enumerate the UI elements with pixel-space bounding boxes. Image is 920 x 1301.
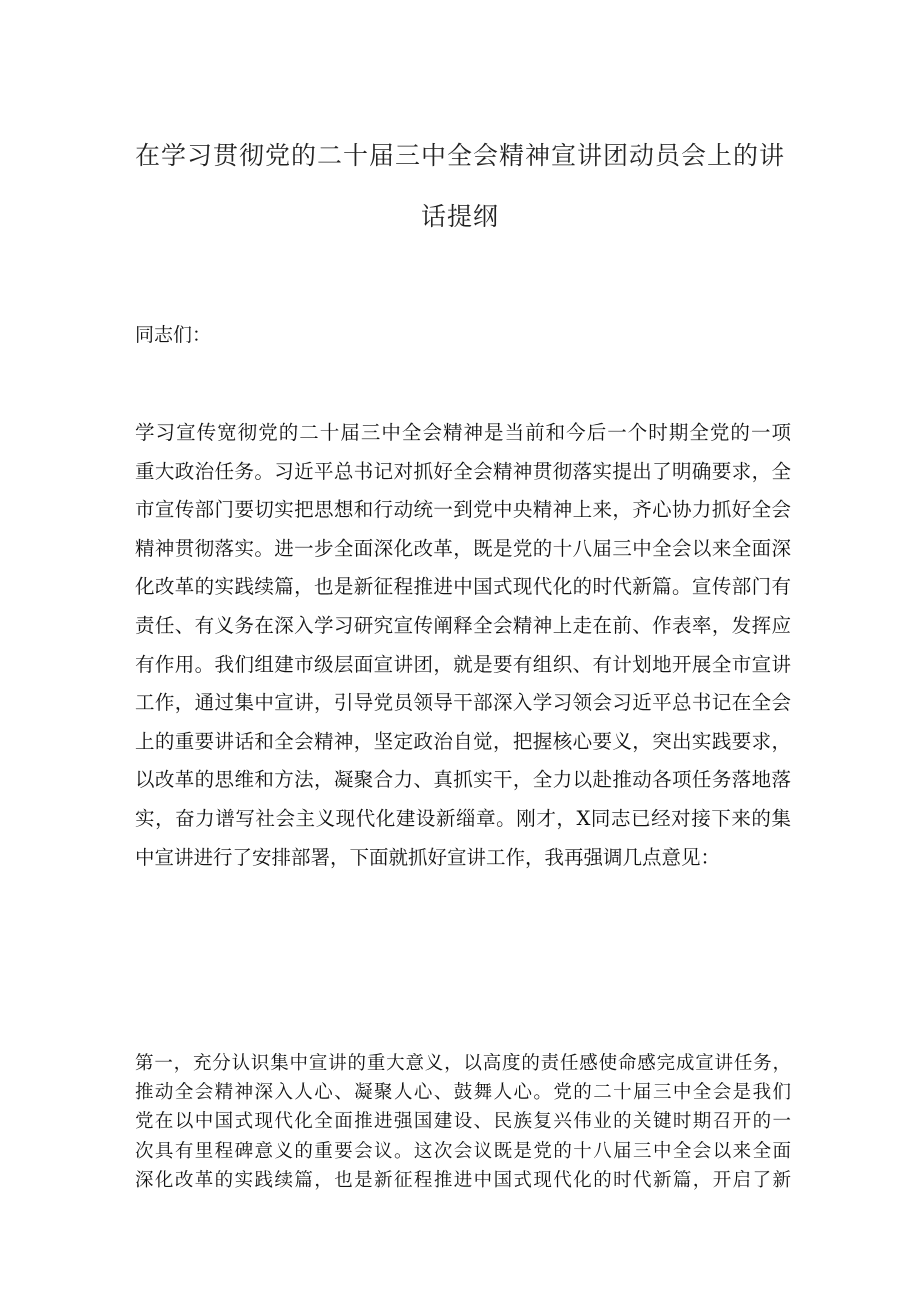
salutation: 同志们： [135,324,212,346]
paragraph-line: 工作，通过集中宣讲，引导党员领导干部深入学习领会习近平总书记在全会 [135,691,791,715]
paragraph-line: 深化改革的实践续篇，也是新征程推进中国式现代化的时代新篇，开启了新 [135,1169,791,1191]
paragraph-line: 责任、有义务在深入学习研究宣传阐释全会精神上走在前、作表率，发挥应 [135,613,791,637]
paragraph-line: 第一，充分认识集中宣讲的重大意义，以高度的责任感使命感完成宣讲任务， [135,1053,791,1074]
paragraph-line: 次具有里程碑意义的重要会议。这次会议既是党的十八届三中全会以来全面 [135,1140,791,1162]
paragraph-line: 上的重要讲话和全会精神，坚定政治自觉，把握核心要义，突出实践要求， [135,729,791,753]
paragraph-line: 重大政治任务。习近平总书记对抓好全会精神贯彻落实提出了明确要求，全 [135,459,791,483]
paragraph-point-one [135,1049,791,1195]
document-title-line-2: 话提纲 [420,202,499,231]
paragraph-line: 化改革的实践续篇，也是新征程推进中国式现代化的时代新篇。宣传部门有 [135,575,791,599]
paragraph-line: 中宣讲进行了安排部署，下面就抓好宣讲工作，我再强调几点意见： [135,845,721,869]
document-title-line-1: 在学习贯彻党的二十届三中全会精神宣讲团动员会上的讲 [134,141,785,170]
paragraph-line: 实，奋力谱写社会主义现代化建设新缁章。刚才，X同志已经对接下来的集 [135,806,791,830]
paragraph-intro [135,414,791,877]
paragraph-line: 市宣传部门要切实把思想和行动统一到党中央精神上来，齐心协力抓好全会 [135,498,791,522]
paragraph-line: 精神贯彻落实。进一步全面深化改革，既是党的十八届三中全会以来全面深 [135,536,791,560]
paragraph-line: 推动全会精神深入人心、凝聚人心、鼓舞人心。党的二十届三中全会是我们 [135,1082,791,1104]
paragraph-line: 学习宣传宽彻党的二十届三中全会精神是当前和今后一个时期全党的一项 [135,421,791,444]
paragraph-line: 以改革的思维和方法，凝聚合力、真抓实干，全力以赴推动各项任务落地落 [135,768,791,792]
paragraph-line: 党在以中国式现代化全面推进强国建设、民族复兴伟业的关键时期召开的一 [135,1111,791,1133]
paragraph-line: 有作用。我们组建市级层面宣讲团，就是要有组织、有计划地开展全市宣讲 [135,652,791,676]
